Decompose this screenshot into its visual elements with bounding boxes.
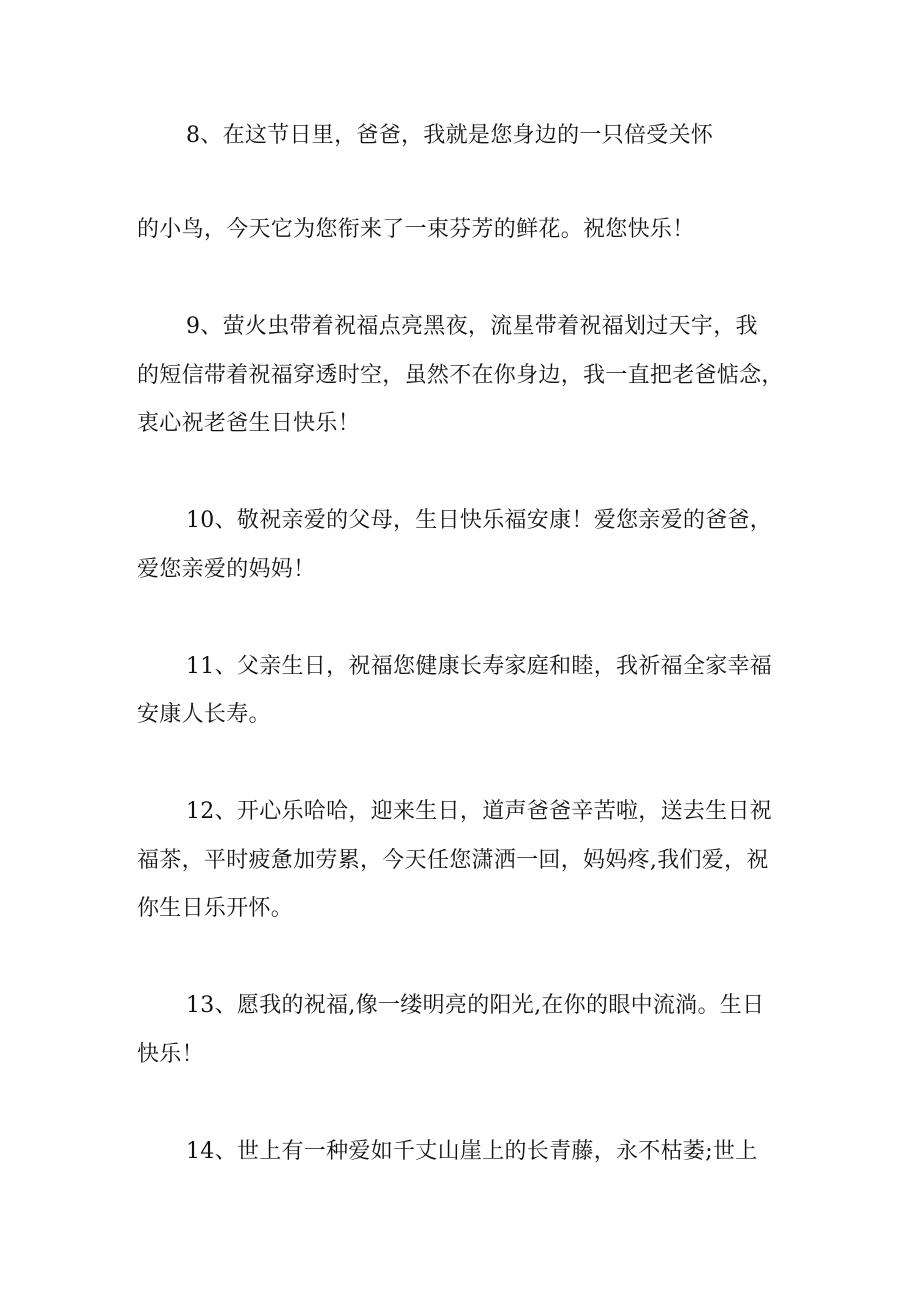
text-line: 8、在这节日里，爸爸，我就是您身边的一只倍受关怀 — [186, 123, 714, 148]
text-line: 14、世上有一种爱如千丈山崖上的长青藤，永不枯萎;世上 — [186, 1139, 758, 1164]
text-line: 的短信带着祝福穿透时空，虽然不在你身边，我一直把老爸惦念， — [137, 363, 784, 388]
text-line: 12、开心乐哈哈，迎来生日，道声爸爸辛苦啦，送去生日祝 — [186, 799, 773, 824]
text-line: 福茶，平时疲惫加劳累，今天任您潇洒一回，妈妈疼,我们爱，祝 — [137, 848, 769, 873]
text-line: 爱您亲爱的妈妈！ — [137, 557, 316, 582]
text-line: 9、萤火虫带着祝福点亮黑夜，流星带着祝福划过天宇，我 — [186, 314, 758, 339]
text-line: 11、父亲生日，祝福您健康长寿家庭和睦，我祈福全家幸福 — [186, 654, 773, 679]
text-line: 安康人长寿。 — [137, 702, 271, 727]
text-line: 快乐！ — [137, 1042, 204, 1067]
text-line: 你生日乐开怀。 — [137, 896, 294, 921]
text-line: 13、愿我的祝福,像一缕明亮的阳光,在你的眼中流淌。生日 — [186, 993, 765, 1018]
text-line: 衷心祝老爸生日快乐！ — [137, 411, 361, 436]
text-line: 10、敬祝亲爱的父母，生日快乐福安康！爱您亲爱的爸爸， — [186, 508, 773, 533]
text-line: 的小鸟，今天它为您衔来了一束芬芳的鲜花。祝您快乐！ — [137, 217, 695, 242]
